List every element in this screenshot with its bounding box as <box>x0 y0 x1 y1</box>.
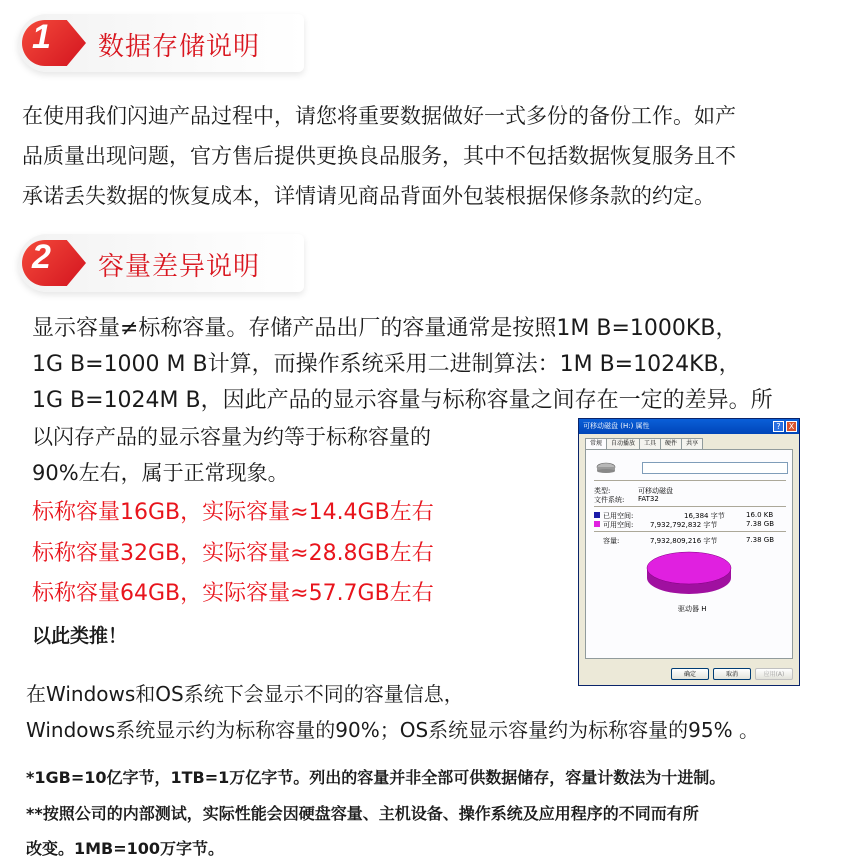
os-line-1: 在Windows和OS系统下会显示不同的容量信息， <box>26 682 464 706</box>
disk-usage-pie <box>644 550 734 598</box>
free-space-bytes: 7,932,792,832 字节 <box>650 521 718 529</box>
capacity-label: 容量: <box>603 537 620 545</box>
tab-autoplay[interactable]: 自动播放 <box>606 438 640 449</box>
used-space-label: 已用空间: <box>603 512 634 520</box>
filesystem-value: FAT32 <box>638 495 659 503</box>
drive-label: 驱动器 H <box>678 605 707 613</box>
divider-3 <box>594 531 786 532</box>
apply-button[interactable]: 应用(A) <box>755 668 793 680</box>
conclusion-text: 以此类推！ <box>32 625 128 647</box>
cancel-button[interactable]: 取消 <box>713 668 751 680</box>
section-2-number: 2 <box>32 238 51 276</box>
pie-top <box>647 552 731 584</box>
tab-general[interactable]: 常规 <box>585 438 607 449</box>
capacity-example-64gb: 标称容量64GB，实际容量≈57.7GB左右 <box>32 581 434 606</box>
dialog-titlebar <box>579 419 799 434</box>
dialog-tabs <box>585 438 702 449</box>
dialog-title: 可移动磁盘 (H:) 属性 <box>583 422 650 430</box>
divider-2 <box>594 506 786 507</box>
section-1-number: 1 <box>32 18 51 56</box>
used-space-bytes: 16,384 字节 <box>684 512 725 520</box>
filesystem-label: 文件系统: <box>594 496 625 504</box>
footnote-3: 改变。1MB=100万字节。 <box>26 839 225 858</box>
properties-dialog <box>578 418 800 686</box>
volume-label-input[interactable] <box>642 462 788 474</box>
section-1-line-2: 品质量出现问题，官方售后提供更换良品服务，其中不包括数据恢复服务且不 <box>22 144 736 168</box>
type-value: 可移动磁盘 <box>638 487 673 495</box>
capacity-example-16gb: 标称容量16GB，实际容量≈14.4GB左右 <box>32 500 434 525</box>
free-space-size: 7.38 GB <box>746 520 775 528</box>
footnote-2: **按照公司的内部测试，实际性能会因硬盘容量、主机设备、操作系统及应用程序的不同而有所 <box>26 804 699 823</box>
footnote-1: *1GB=10亿字节，1TB=1万亿字节。列出的容量并非全部可供数据储存，容量计数法为十进制。 <box>26 768 726 787</box>
section-2-line-5: 90%左右，属于正常现象。 <box>32 461 289 485</box>
capacity-size: 7.38 GB <box>746 536 775 544</box>
os-line-2: Windows系统显示约为标称容量的90%；OS系统显示容量约为标称容量的95% 。 <box>26 718 759 742</box>
used-space-swatch <box>594 512 600 518</box>
type-label: 类型: <box>594 487 611 495</box>
section-2-line-3: 1G B=1024M B，因此产品的显示容量与标称容量之间存在一定的差异。所 <box>32 388 773 413</box>
tab-tools[interactable]: 工具 <box>639 438 661 449</box>
tab-sharing[interactable]: 共享 <box>681 438 703 449</box>
ok-button[interactable]: 确定 <box>671 668 709 680</box>
capacity-bytes: 7,932,809,216 字节 <box>650 537 718 545</box>
free-space-swatch <box>594 521 600 527</box>
capacity-example-32gb: 标称容量32GB，实际容量≈28.8GB左右 <box>32 541 434 566</box>
section-2-line-1: 显示容量≠标称容量。存储产品出厂的容量通常是按照1M B=1000KB， <box>32 316 738 341</box>
free-space-label: 可用空间: <box>603 521 634 529</box>
section-2-title: 容量差异说明 <box>98 252 261 282</box>
section-2-line-2: 1G B=1000 M B计算，而操作系统采用二进制算法：1M B=1024KB， <box>32 352 741 377</box>
general-panel <box>585 449 793 659</box>
tab-hardware[interactable]: 硬件 <box>660 438 682 449</box>
drive-icon <box>596 460 616 474</box>
section-1-line-3: 承诺丢失数据的恢复成本，详情请见商品背面外包装根据保修条款的约定。 <box>22 184 715 208</box>
section-1-title: 数据存储说明 <box>98 32 261 62</box>
section-1-line-1: 在使用我们闪迪产品过程中，请您将重要数据做好一式多份的备份工作。如产 <box>22 104 736 128</box>
section-2-line-4: 以闪存产品的显示容量为约等于标称容量的 <box>32 425 431 449</box>
divider-1 <box>594 480 786 481</box>
used-space-size: 16.0 KB <box>746 511 774 519</box>
section-2-header <box>18 234 304 292</box>
section-1-header <box>18 14 304 72</box>
close-button[interactable]: X <box>786 421 797 432</box>
help-button[interactable]: ? <box>773 421 784 432</box>
